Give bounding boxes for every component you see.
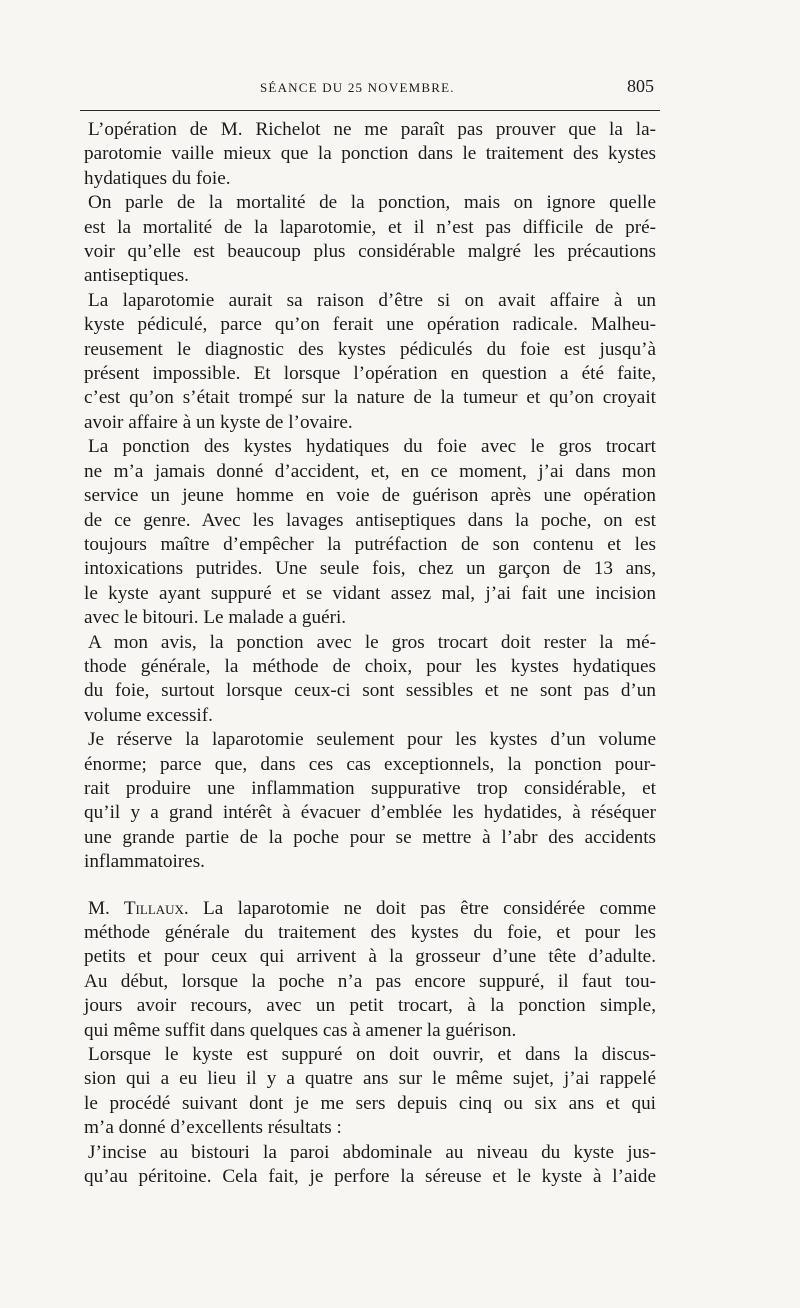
- running-header: [80, 70, 660, 100]
- text-line: kyste pédiculé, parce qu’on ferait une opération radicale. Malheu-: [84, 314, 656, 336]
- paragraph: [84, 1141, 656, 1190]
- text-line: jours avoir recours, avec un petit trocart, à la ponction simple,: [84, 995, 656, 1017]
- text-line: le procédé suivant dont je me sers depuis cinq ou six ans et qui: [84, 1092, 656, 1114]
- speaker-text: La laparotomie ne doit pas être considérée comme: [188, 897, 656, 919]
- text-line: antiseptiques.: [84, 265, 189, 287]
- paragraph: [84, 435, 656, 630]
- header-rule: [80, 110, 660, 111]
- text-line: de ce genre. Avec les lavages antiseptiques dans la poche, on est: [84, 509, 656, 531]
- text-line: petits et pour ceux qui arrivent à la grosseur d’une tête d’adulte.: [84, 946, 656, 968]
- paragraph: [84, 289, 656, 435]
- running-title: SÉANCE DU 25 NOVEMBRE.: [260, 80, 455, 95]
- text-line: J’incise au bistouri la paroi abdominale au niveau du kyste jus-: [88, 1141, 656, 1163]
- paragraph: [84, 191, 656, 289]
- text-line: qu’il y a grand intérêt à évacuer d’emblée les hydatides, à réséquer: [84, 802, 656, 824]
- paragraph: [84, 631, 656, 729]
- paragraph: [84, 728, 656, 874]
- text-line: L’opération de M. Richelot ne me paraît pas prouver que la la-: [88, 119, 656, 140]
- section-gap: [84, 875, 656, 897]
- text-line: méthode générale du traitement des kystes du foie, et pour les: [84, 922, 656, 943]
- text-line: La laparotomie aurait sa raison d’être si on avait affaire à un: [88, 289, 656, 311]
- text-line: ne m’a jamais donné d’accident, et, en ce moment, j’ai dans mon: [84, 460, 656, 482]
- text-line: toujours maître d’empêcher la putréfaction de son contenu et les: [84, 533, 656, 555]
- speaker-name: M. Tillaux.: [88, 897, 189, 919]
- text-line: hydatiques du foie.: [84, 167, 231, 189]
- text-line: Lorsque le kyste est suppuré on doit ouvrir, et dans la discus-: [88, 1044, 656, 1066]
- paragraph: [84, 118, 656, 191]
- paragraph: [84, 1043, 656, 1141]
- text-line: inflammatoires.: [84, 851, 205, 873]
- page-number: 805: [627, 76, 654, 96]
- text-line: parotomie vaille mieux que la ponction dans le traitement des kystes: [84, 143, 656, 165]
- text-line: [84, 897, 656, 921]
- body-text: [84, 118, 656, 1189]
- text-line: A mon avis, la ponction avec le gros trocart doit rester la mé-: [88, 631, 656, 653]
- text-line: reusement le diagnostic des kystes pédiculés du foie est jusqu’à: [84, 338, 656, 360]
- text-line: service un jeune homme en voie de guérison après une opération: [84, 485, 656, 507]
- text-line: énorme; parce que, dans ces cas exceptionnels, la ponction pour-: [84, 753, 656, 775]
- text-line: intoxications putrides. Une seule fois, chez un garçon de 13 ans,: [84, 558, 656, 580]
- text-line: du foie, surtout lorsque ceux-ci sont sessibles et ne sont pas d’un: [84, 680, 656, 702]
- paragraph: [84, 897, 656, 1043]
- text-line: avec le bitouri. Le malade a guéri.: [84, 607, 347, 629]
- text-line: Je réserve la laparotomie seulement pour les kystes d’un volume: [88, 729, 656, 751]
- text-line: rait produire une inflammation suppurative trop considérable, et: [84, 777, 656, 799]
- text-line: avoir affaire à un kyste de l’ovaire.: [84, 411, 353, 433]
- text-line: thode générale, la méthode de choix, pour les kystes hydatiques: [84, 655, 656, 677]
- text-line: sion qui a eu lieu il y a quatre ans sur le même sujet, j’ai rappelé: [84, 1068, 656, 1090]
- text-line: qui même suffit dans quelques cas à amener la guérison.: [84, 1019, 517, 1041]
- text-line: le kyste ayant suppuré et se vidant assez mal, j’ai fait une incision: [84, 582, 656, 604]
- text-line: La ponction des kystes hydatiques du foie avec le gros trocart: [88, 436, 656, 458]
- text-line: m’a donné d’excellents résultats :: [84, 1117, 342, 1139]
- text-line: qu’au péritoine. Cela fait, je perfore la séreuse et le kyste à l’aide: [84, 1166, 656, 1188]
- text-line: voir qu’elle est beaucoup plus considérable malgré les précautions: [84, 241, 656, 263]
- text-line: une grande partie de la poche pour se mettre à l’abr des accidents: [84, 826, 656, 848]
- text-line: On parle de la mortalité de la ponction, mais on ignore quelle: [88, 192, 656, 214]
- text-line: présent impossible. Et lorsque l’opération en question a été faite,: [84, 363, 656, 385]
- text-line: c’est qu’on s’était trompé sur la nature de la tumeur et qu’on croyait: [84, 387, 656, 409]
- text-line: volume excessif.: [84, 704, 213, 726]
- text-line: Au début, lorsque la poche n’a pas encore suppuré, il faut tou-: [84, 970, 656, 992]
- text-line: est la mortalité de la laparotomie, et il n’est pas difficile de pré-: [84, 216, 656, 238]
